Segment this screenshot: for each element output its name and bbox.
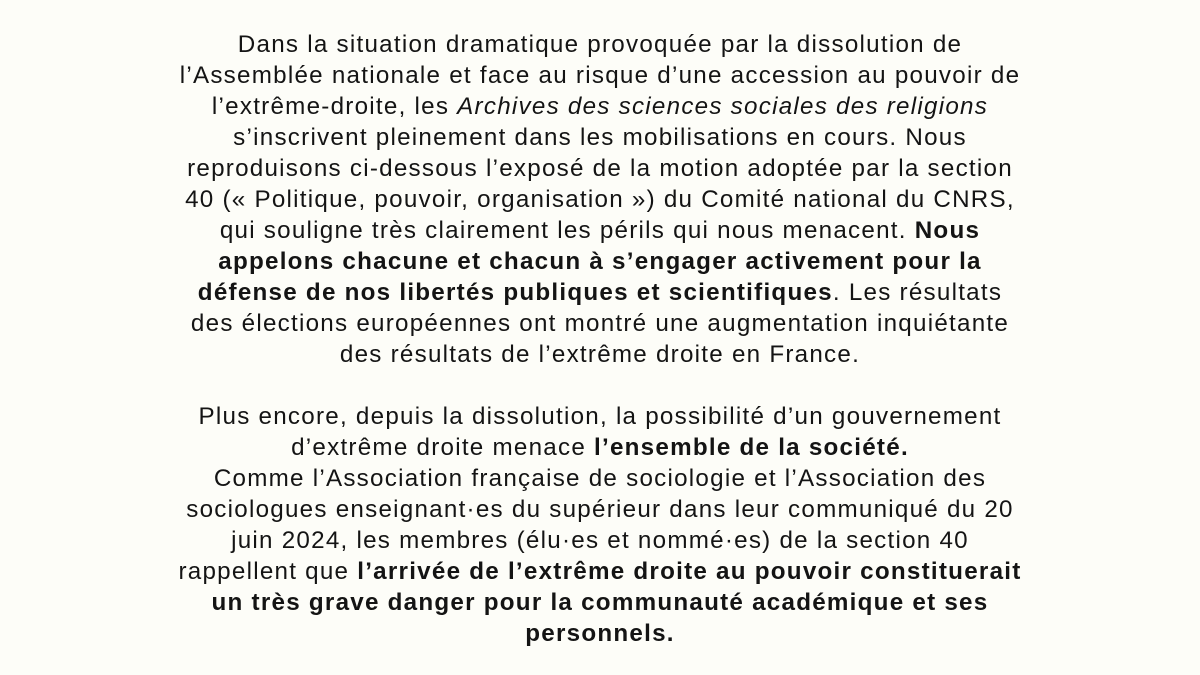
paragraph-2 <box>110 401 1090 649</box>
text-line <box>110 587 1090 618</box>
text-line <box>110 60 1090 91</box>
text-segment: Dans la situation dramatique provoquée par la dissolution de <box>237 31 963 58</box>
bold-text: l’ensemble de la société. <box>594 434 909 461</box>
text-line <box>110 618 1090 649</box>
text-line <box>110 432 1090 463</box>
text-segment: reproduisons ci-dessous l’exposé de la motion adoptée par la section <box>187 155 1013 182</box>
bold-text: Nous <box>914 217 981 244</box>
bold-text: appelons chacune et chacun à s’engager activement pour la <box>218 248 982 275</box>
text-segment: . Les résultats <box>832 279 1003 306</box>
text-segment: sociologues enseignant·es du supérieur dans leur communiqué du 20 <box>186 496 1014 523</box>
text-line <box>110 463 1090 494</box>
text-line <box>110 91 1090 122</box>
text-line <box>110 29 1090 60</box>
text-segment: juin 2024, les membres (élu·es et nommé·es) de la section 40 <box>231 527 969 554</box>
text-line <box>110 494 1090 525</box>
text-segment: rappellent que <box>178 558 358 585</box>
text-line <box>110 122 1090 153</box>
bold-text: l’arrivée de l’extrême droite au pouvoir constituerait <box>357 558 1022 585</box>
text-line <box>110 277 1090 308</box>
bold-text: personnels. <box>525 620 675 647</box>
text-segment: s’inscrivent pleinement dans les mobilisations en cours. Nous <box>233 124 967 151</box>
text-line <box>110 215 1090 246</box>
text-segment: des élections européennes ont montré une augmentation inquiétante <box>190 310 1010 337</box>
paragraph-1 <box>110 29 1090 370</box>
text-segment: l’Assemblée nationale et face au risque d’une accession au pouvoir de <box>179 62 1021 89</box>
text-segment: d’extrême droite menace <box>291 434 594 461</box>
bold-text: défense de nos libertés publiques et scientifiques <box>197 279 833 306</box>
text-segment: l’extrême-droite, les <box>211 93 458 120</box>
text-line <box>110 246 1090 277</box>
text-line <box>110 308 1090 339</box>
text-line <box>110 339 1090 370</box>
text-segment: Plus encore, depuis la dissolution, la possibilité d’un gouvernement <box>198 403 1002 430</box>
text-line <box>110 184 1090 215</box>
text-line <box>110 401 1090 432</box>
text-line <box>110 556 1090 587</box>
statement-text <box>110 29 1090 649</box>
text-segment: 40 (« Politique, pouvoir, organisation ») du Comité national du CNRS, <box>185 186 1015 213</box>
text-segment: qui souligne très clairement les périls qui nous menacent. <box>219 217 915 244</box>
italic-journal-title: Archives des sciences sociales des religions <box>457 93 989 120</box>
bold-text: un très grave danger pour la communauté académique et ses <box>211 589 989 616</box>
text-line <box>110 525 1090 556</box>
text-line <box>110 153 1090 184</box>
text-segment: Comme l’Association française de sociologie et l’Association des <box>213 465 987 492</box>
text-segment: des résultats de l’extrême droite en France. <box>339 341 861 368</box>
